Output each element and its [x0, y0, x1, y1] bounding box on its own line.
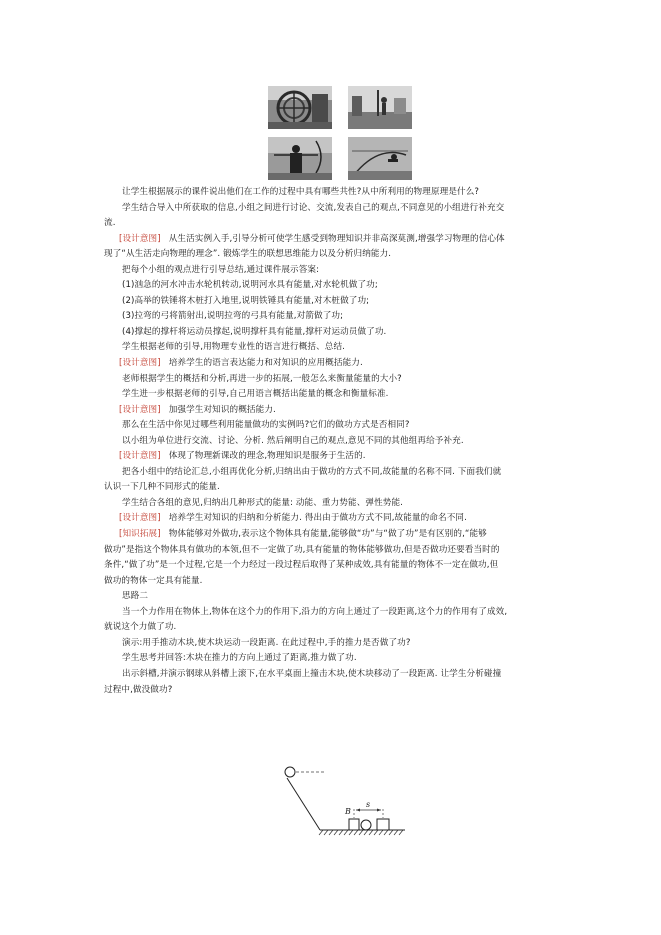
list-item: (2)高举的铁锤将木桩打入地里,说明铁锤具有能量,对木桩做了功; [122, 295, 370, 306]
paragraph: 学生思考并回答:木块在推力的方向上通过了距离,推力做了功. [122, 653, 357, 664]
paragraph-text: 物体能够对外做功,表示这个物体具有能量,能够做“功”与“做了功”是有区别的,“能够 [168, 529, 487, 540]
paragraph: 出示斜槽,并演示钢球从斜槽上滚下,在水平桌面上撞击木块,使木块移动了一段距离. 让学生分析碰撞 [122, 668, 502, 679]
knowledge-extension-paragraph [104, 527, 566, 543]
design-intent-paragraph [104, 511, 566, 527]
distance-label: s [366, 800, 371, 809]
photo-grid [268, 86, 412, 180]
design-intent-paragraph [104, 356, 566, 372]
paragraph: 演示:用手推动木块,使木块运动一段距离. 在此过程中,手的推力是否做了功? [122, 637, 411, 648]
paragraph: 学生结合导入中所获取的信息,小组之间进行讨论、交流,发表自己的观点,不同意见的小组进行补充交 [122, 202, 505, 213]
incline-track [287, 778, 320, 830]
paragraph-text: 体现了物理新课改的理念,物理知识是服务于生活的. [168, 451, 366, 462]
pole-vault-photo [348, 137, 412, 180]
paragraph-text: 培养学生的语言表达能力和对知识的应用概括能力. [168, 358, 363, 369]
design-intent-paragraph [104, 403, 566, 419]
knowledge-extension-tag: [知识拓展] [119, 529, 161, 540]
paragraph-continued: 条件,“做了功”是一个过程,它是一个力经过一段过程后取得了某种成效,具有能量的物体不一定在做功,但 [104, 560, 499, 571]
paragraph-text: 加强学生对知识的概括能力. [168, 404, 276, 415]
water-wheel-photo [268, 86, 332, 129]
design-intent-tag: [设计意图] [119, 451, 161, 462]
paragraph-continued: 就说这个力做了功. [104, 622, 177, 633]
pile-driver-photo [348, 86, 412, 129]
paragraph: 当一个力作用在物体上,物体在这个力的作用下,沿力的方向上通过了一段距离,这个力的作用有了成效, [122, 606, 508, 617]
design-intent-paragraph [104, 449, 566, 465]
paragraph: 让学生根据展示的课件说出他们在工作的过程中具有哪些共性?从中所利用的物理原理是什么? [122, 187, 480, 197]
inclined-track-figure [265, 760, 425, 840]
design-intent-tag: [设计意图] [119, 513, 161, 524]
steel-ball-top [285, 767, 295, 777]
paragraph-continued: 做功”是指这个物体具有做功的本领,但不一定做了功,具有能量的物体能够做功,但是否做功还要看当时的 [104, 544, 500, 555]
paragraph: 把每个小组的观点进行引导总结,通过课件展示答案: [122, 264, 320, 275]
paragraph-text: 从生活实例入手,引导分析可使学生感受到物理知识并非高深莫测,增强学习物理的信心体 [168, 233, 505, 244]
section-heading: 思路二 [122, 591, 149, 602]
wooden-block [349, 819, 359, 830]
steel-ball-bottom [361, 820, 371, 830]
paragraph-continued: 现了“从生活走向物理的理念”. 锻炼学生的联想思维能力以及分析归纳能力. [104, 249, 392, 260]
paragraph: 学生结合各组的意见,归纳出几种形式的能量: 动能、重力势能、弹性势能. [122, 497, 403, 508]
design-intent-paragraph [104, 232, 566, 248]
ground-hatch [319, 830, 403, 835]
archer-photo [268, 137, 332, 180]
list-item: (1)汹急的河水冲击水轮机转动,说明河水具有能量,对水轮机做了功; [122, 280, 378, 291]
paragraph-continued: 流. [104, 218, 116, 229]
design-intent-tag: [设计意图] [119, 404, 161, 415]
design-intent-tag: [设计意图] [119, 358, 161, 369]
paragraph-continued: 过程中,做没做功? [104, 684, 173, 695]
list-item: (3)拉弯的弓将箭射出,说明拉弯的弓具有能量,对箭做了功; [122, 311, 344, 322]
body-text [104, 185, 566, 698]
paragraph-continued: 认识一下几种不同形式的能量. [104, 482, 220, 493]
paragraph: 老师根据学生的概括和分析,再进一步的拓展,一般怎么来衡量能量的大小? [122, 373, 402, 384]
paragraph: 学生根据老师的引导,用物理专业性的语言进行概括、总结. [122, 342, 346, 353]
wooden-block-moved [377, 819, 389, 830]
paragraph-continued: 做功的物体一定具有能量. [104, 575, 203, 586]
design-intent-tag: [设计意图] [119, 233, 161, 244]
list-item: (4)撑起的撑杆将运动员撑起,说明撑杆具有能量,撑杆对运动员做了功. [122, 326, 387, 337]
paragraph-text: 培养学生对知识的归纳和分析能力. 得出由于做功方式不同,故能量的命名不同. [168, 513, 467, 524]
paragraph: 那么在生活中你见过哪些利用能量做功的实例吗?它们的做功方式是否相同? [122, 420, 410, 431]
paragraph: 学生进一步根据老师的引导,自己用语言概括出能量的概念和衡量标准. [122, 389, 389, 400]
paragraph: 把各小组中的结论汇总,小组再优化分析,归纳出由于做功的方式不同,故能量的名称不同. 下面我们就 [122, 466, 502, 477]
paragraph: 以小组为单位进行交流、讨论、分析. 然后阐明自己的观点,意见不同的其他组再给予补充. [122, 435, 464, 446]
block-label: B [345, 807, 351, 816]
